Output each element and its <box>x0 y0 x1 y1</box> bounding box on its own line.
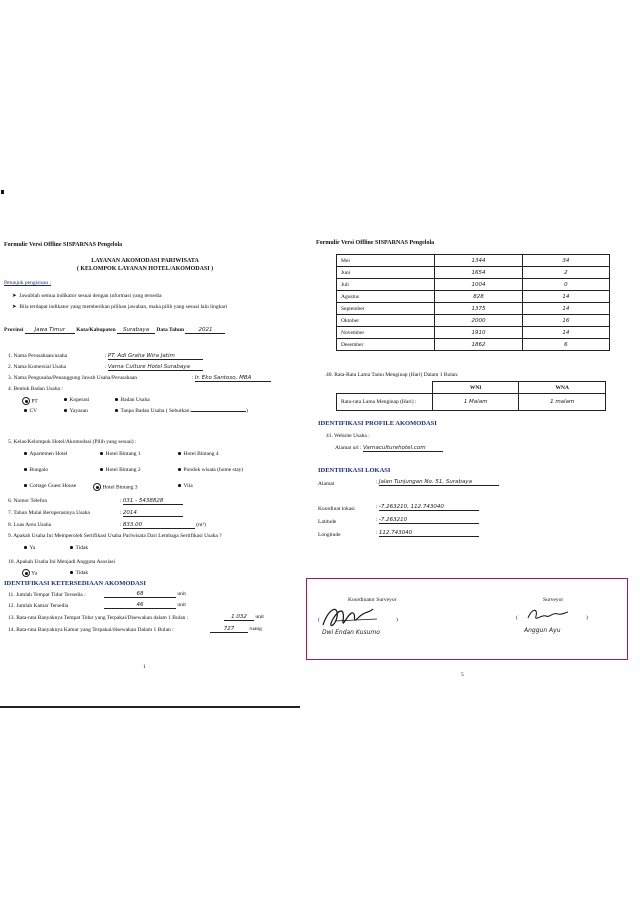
q7-label: 7. Tahun Mulai Beroperasinya Usaha <box>8 510 90 516</box>
q5-opt-text: Apartemen Hotel <box>29 451 68 457</box>
q9-opt-ya[interactable] <box>24 545 35 551</box>
q9-opt-text: Tidak <box>75 545 89 551</box>
q9-opt-tidak[interactable] <box>70 545 88 551</box>
instruction-2: ➤ Bila terdapat indikator yang memberikan pilihan jawaban, maka pilih yang sesuai lalu lingkari <box>12 304 228 310</box>
year-field[interactable]: 2014 <box>123 510 183 517</box>
q13-unit: unit <box>255 614 264 620</box>
wni-header: WNI <box>432 382 519 394</box>
latitude-field[interactable]: -7.263210 <box>379 517 479 524</box>
q10-opt-tidak[interactable] <box>70 570 88 576</box>
q5-opt-text: Pondok wisata (home stay) <box>183 467 244 473</box>
page-number: 1 <box>143 664 146 670</box>
longitude-field[interactable]: 112.743040 <box>379 530 479 537</box>
q13-label: 13. Rata-rata Banyaknya Tempat Tidur yang Terpakai/Disewakan dalam 1 Bulan : <box>8 615 189 621</box>
longitude-answer: : 112.743040 <box>376 530 479 537</box>
bullet-icon <box>24 452 27 455</box>
section-ketersediaan: IDENTIFIKASI KETERSEDIAAN AKOMODASI <box>4 580 146 587</box>
signature-bracket-close: ) <box>586 615 588 621</box>
month-cell: Juni <box>337 267 435 279</box>
q4-opt-badan-usaha[interactable] <box>115 397 150 403</box>
provinsi-label: Provinsi <box>4 327 24 333</box>
instruction-1-text: Jawablah semua indikator sesuai dengan informasi yang tersedia <box>19 293 162 299</box>
q9-label: 9. Apakah Usaha Ini Memperoleh Sertifikasi Usaha Pariwisata Dari Lembaga Sertifikasi Usaha ? <box>8 533 222 539</box>
q4-opt-text: Tanpa Badan Usaha ( Sebutkan: <box>120 408 191 414</box>
commercial-name-field[interactable]: Varna Culture Hotel Surabaya <box>108 364 203 371</box>
surveyor-signature <box>522 604 572 626</box>
q4-opt-text: Yayasan <box>69 408 88 414</box>
area-unit: (m²) <box>196 522 206 528</box>
q5-opt-text: Hotel Bintang 4 <box>183 451 219 457</box>
coordinator-name: Dwi Endan Kusumo <box>322 629 380 636</box>
scan-mark <box>1 190 4 194</box>
page-number: 5 <box>461 672 464 678</box>
q11-answer <box>104 591 186 598</box>
instruction-2-text: Bila terdapat indikator yang memberikan pilihan jawaban, maka pilih yang sesuai lalu lingkari <box>19 304 228 310</box>
area-field[interactable]: 833.00 <box>123 522 195 529</box>
wna-cell[interactable]: 2 <box>522 267 609 279</box>
q5-opt-text: Hotel Bintang 1 <box>105 451 141 457</box>
wni-cell[interactable]: 1910 <box>435 327 522 339</box>
instruction-1: ➤ Jawablah semua indikator sesuai dengan informasi yang tersedia <box>12 293 162 299</box>
latitude-label: Latitude <box>318 519 337 525</box>
q2-answer: : Varna Culture Hotel Surabaya <box>105 364 203 371</box>
koordinat-label: Koordinat lokasi <box>318 506 355 512</box>
q4-opt-pt[interactable] <box>22 397 38 405</box>
form-header: Formulir Versi Offline SISPARNAS Pengelola <box>316 240 435 246</box>
table-header-row <box>337 382 606 394</box>
q4-opt-text: Koperasi <box>69 397 90 403</box>
q2-label: 2. Nama Komersial Usaha <box>8 364 67 370</box>
q4-opt-koperasi[interactable] <box>64 397 89 403</box>
form-title-line2: ( KELOMPOK LAYANAN HOTEL/AKOMODASI ) <box>76 266 214 272</box>
q8-answer: : 833.00 (m²) <box>120 522 206 528</box>
q4-opt-tanpa[interactable]: Tanpa Badan Usaha ( Sebutkan: ) <box>115 408 248 414</box>
q5-opt-text: Vila <box>183 483 193 489</box>
wni-cell[interactable]: 828 <box>435 291 522 303</box>
latitude-answer: : -7.263210 <box>376 517 479 524</box>
bullet-icon <box>115 409 118 412</box>
wni-cell[interactable]: 2000 <box>435 315 522 327</box>
q4-other-field[interactable] <box>191 411 246 412</box>
wna-cell[interactable]: 14 <box>522 303 609 315</box>
signature-bracket-open: ( <box>516 615 518 621</box>
stay-row-label: Rata-rata Lama Menginap (Hari) : <box>337 394 433 411</box>
tahun-field[interactable]: 2021 <box>185 327 225 334</box>
q5-opt[interactable] <box>178 451 219 457</box>
stay-wni-cell[interactable]: 1 Malam <box>432 394 519 411</box>
bullet-icon <box>178 452 181 455</box>
q4-opt-text: PT <box>31 398 38 405</box>
q9-opt-text: Ya <box>29 545 36 551</box>
q4-opt-yayasan[interactable] <box>64 408 88 414</box>
kota-field[interactable]: Surabaya <box>117 327 155 334</box>
wni-cell[interactable]: 1375 <box>435 303 522 315</box>
stay-wna-cell[interactable]: 1 malam <box>519 394 606 411</box>
wni-cell[interactable]: 1862 <box>435 339 522 351</box>
alamat-answer: : Jalan Tunjungan No. 51, Surabaya <box>376 479 499 486</box>
q12-answer <box>104 602 186 609</box>
bullet-icon <box>100 468 103 471</box>
q11-label: 11. Jumlah Tempat Tidur Tersedia : <box>8 592 86 598</box>
surveyor-label: Surveyor <box>543 597 564 603</box>
beds-field[interactable]: 68 <box>104 591 176 598</box>
month-cell: Oktober <box>337 315 435 327</box>
url-field[interactable]: Varnaculturehotel.com <box>363 445 443 452</box>
q12-label: 12. Jumlah Kamar Tersedia <box>8 603 69 609</box>
q11-unit: unit <box>177 591 186 597</box>
q5-opt[interactable] <box>100 467 141 473</box>
month-cell: Agustus <box>337 291 435 303</box>
table-row <box>337 279 610 291</box>
rooms-used-field[interactable]: 727 <box>210 626 248 633</box>
url-label: Alamat url : <box>335 445 362 451</box>
beds-used-field[interactable]: 1.032 <box>224 614 254 621</box>
provinsi-field[interactable]: Jawa Timur <box>25 327 75 334</box>
bullet-icon <box>24 484 27 487</box>
koordinator-label: Koordinator Surveyor <box>348 597 397 603</box>
q3-label: 3. Nama Pengusaha/Penanggung Jawab Usaha/Perusahaan <box>8 375 138 381</box>
q40-label: 40. Rata-Rata Lama Tamu Menginap (Hari) Dalam 1 Bulan: <box>326 372 459 378</box>
selected-circle-icon <box>22 397 30 405</box>
table-row <box>337 394 606 411</box>
koordinat-answer: : -7.263210, 112.743040 <box>376 504 479 511</box>
url-row <box>335 445 443 452</box>
form-page-left <box>0 236 308 706</box>
monthly-guests-table <box>336 254 610 351</box>
month-cell: November <box>337 327 435 339</box>
q7-answer: : 2014 <box>120 510 183 517</box>
wna-cell[interactable]: 16 <box>522 315 609 327</box>
q14-unit: ruang <box>249 626 262 632</box>
signature-bracket-open: ( <box>318 617 320 623</box>
bullet-icon <box>100 452 103 455</box>
longitude-label: Longitude <box>318 532 341 538</box>
wna-cell[interactable]: 6 <box>522 339 609 351</box>
bullet-icon <box>178 468 181 471</box>
section-lokasi: IDENTIFIKASI LOKASI <box>318 467 391 474</box>
empty-cell <box>337 382 433 394</box>
table-row <box>337 255 610 267</box>
phone-field[interactable]: 031 - 5438828 <box>123 498 183 505</box>
q10-opt-ya[interactable] <box>22 569 37 577</box>
q5-opt[interactable] <box>24 451 68 457</box>
q4-opt-text: CV <box>29 408 38 414</box>
q5-opt[interactable] <box>100 451 141 457</box>
scan-edge-line <box>0 706 300 708</box>
wna-cell[interactable]: 34 <box>522 255 609 267</box>
q14-label: 14. Rata-rata Banyaknya Kamar yang Terpakai/disewakan Dalam 1 Bulan : <box>8 627 174 633</box>
q5-opt-text: Hotel Bintang 2 <box>105 467 141 473</box>
q41-label: 41. Website Usaha : <box>326 433 370 439</box>
wna-header: WNA <box>519 382 606 394</box>
bullet-icon <box>24 468 27 471</box>
kota-label: Kota/Kabupaten <box>76 327 116 333</box>
q5-opt-text: Bungalo <box>29 467 49 473</box>
rooms-field[interactable]: 46 <box>104 602 176 609</box>
wna-cell[interactable]: 14 <box>522 327 609 339</box>
bullet-icon <box>70 546 73 549</box>
form-title-line1: LAYANAN AKOMODASI PARIWISATA <box>91 258 199 264</box>
table-row <box>337 327 610 339</box>
q6-label: 6. Nomor Telefon <box>8 498 48 504</box>
q5-opt[interactable] <box>24 467 48 473</box>
q5-opt[interactable] <box>178 467 243 473</box>
q12-unit: unit <box>177 602 186 608</box>
table-row <box>337 315 610 327</box>
q10-opt-text: Tidak <box>75 570 89 576</box>
bullet-icon <box>178 484 181 487</box>
owner-name-field[interactable]: Ir. Eko Santoso, MBA <box>195 375 271 382</box>
month-cell: September <box>337 303 435 315</box>
table-row <box>337 291 610 303</box>
bullet-icon <box>64 398 67 401</box>
q14-answer <box>210 626 262 633</box>
q10-opt-text: Ya <box>31 570 38 577</box>
wna-cell[interactable]: 0 <box>522 279 609 291</box>
q10-label: 10. Apakah Usaha Ini Menjadi Anggota Asosiasi <box>8 559 116 565</box>
table-row <box>337 303 610 315</box>
q5-label: 5. Kelas/Kelompok Hotel/Akomodasi (Pilih yang sesuai) : <box>8 439 137 445</box>
wni-cell[interactable]: 1004 <box>435 279 522 291</box>
bullet-icon <box>115 398 118 401</box>
table-row <box>337 267 610 279</box>
q5-opt[interactable] <box>24 483 76 489</box>
q1-answer: : PT. Adi Graha Wira Jatim <box>105 353 203 360</box>
signature-bracket-close: ) <box>396 617 398 623</box>
form-header: Formulir Versi Offline SISPARNAS Pengelola <box>4 242 123 248</box>
selected-circle-icon <box>93 483 101 491</box>
q8-label: 8. Luas Area Usaha <box>8 522 52 528</box>
coordinates-field[interactable]: -7.263210, 112.743040 <box>379 504 479 511</box>
location-row <box>4 327 225 334</box>
month-cell: Mei <box>337 255 435 267</box>
month-cell: Desember <box>337 339 435 351</box>
address-field[interactable]: Jalan Tunjungan No. 51, Surabaya <box>379 479 499 486</box>
q5-opt-text: Hotel Bintang 3 <box>102 484 138 491</box>
section-profile: IDENTIFIKASI PROFILE AKOMODASI <box>318 420 437 427</box>
table-row <box>337 339 610 351</box>
q4-opt-text: Badan Usaha <box>120 397 150 403</box>
tahun-label: Data Tahun <box>156 327 185 333</box>
q5-opt[interactable] <box>178 483 193 489</box>
surveyor-name: Anggun Ayu <box>524 627 561 634</box>
q4-opt-cv[interactable] <box>24 408 37 414</box>
q1-label: 1. Nama Perusahaan/usaha <box>8 353 68 359</box>
bullet-icon <box>24 546 27 549</box>
q3-answer: : Ir. Eko Santoso, MBA <box>192 375 271 382</box>
selected-circle-icon <box>22 569 30 577</box>
q5-opt-text: Cottage Guest House <box>29 483 77 489</box>
q13-answer <box>224 614 264 621</box>
stay-length-table <box>336 381 606 411</box>
q6-answer: : 031 - 5438828 <box>120 498 183 505</box>
wni-cell[interactable]: 1654 <box>435 267 522 279</box>
q4-label: 4. Bentuk Badan Usaha : <box>8 386 63 392</box>
company-name-field[interactable]: PT. Adi Graha Wira Jatim <box>108 353 203 360</box>
bullet-icon <box>70 571 73 574</box>
monthly-guests-rows <box>337 255 610 351</box>
alamat-label: Alamat <box>318 481 335 487</box>
wni-cell[interactable]: 1344 <box>435 255 522 267</box>
bullet-icon <box>64 409 67 412</box>
wna-cell[interactable]: 14 <box>522 291 609 303</box>
instructions-heading: Petunjuk pengisisan : <box>4 280 52 286</box>
month-cell: Juli <box>337 279 435 291</box>
q5-opt-selected[interactable] <box>93 483 138 491</box>
bullet-icon <box>24 409 27 412</box>
